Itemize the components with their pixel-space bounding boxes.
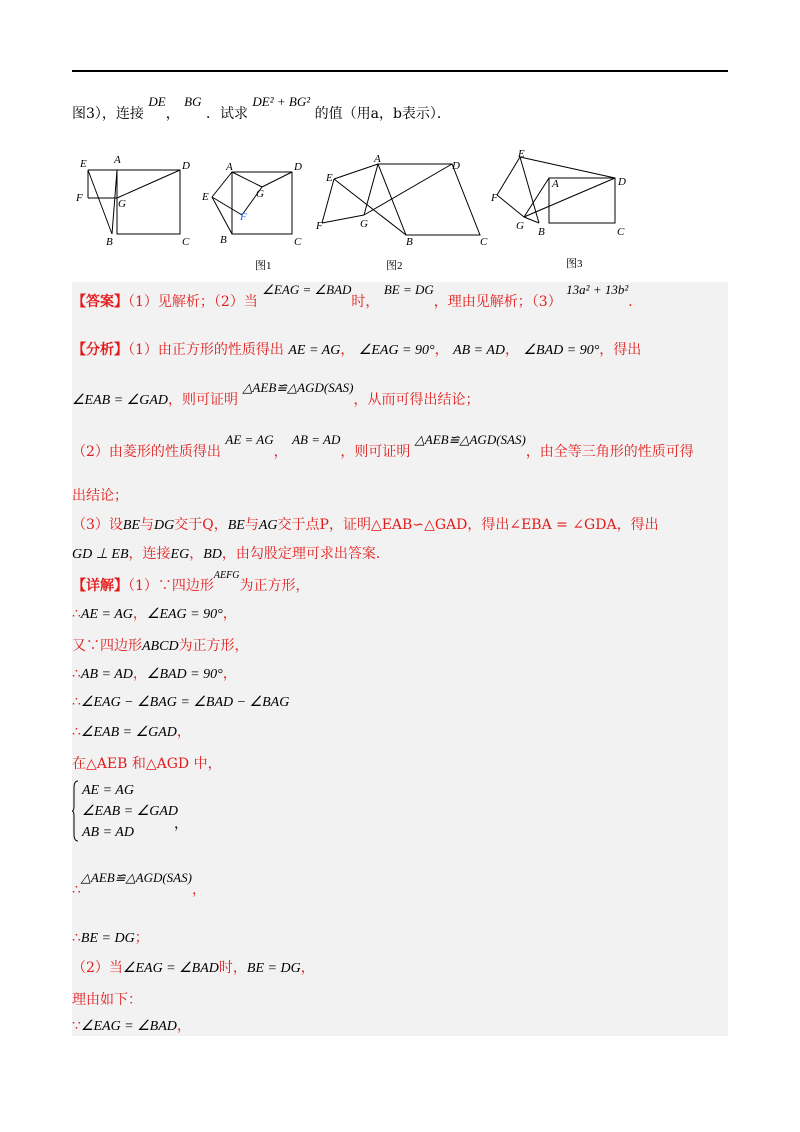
svg-text:C: C [294,236,302,248]
svg-text:E: E [518,148,525,160]
analysis-text: （1）由正方形的性质得出 [128,342,284,358]
sep: ， [189,546,204,562]
sep: ， [191,882,206,898]
detail-text: 时， [218,960,247,976]
math-congruence: △AEB≌△AGD(SAS) [414,432,526,447]
detail-line-7: 在△AEB 和△AGD 中， [72,756,222,772]
geometry-figures [72,145,662,275]
answer-text-2: 时， [351,294,380,310]
svg-text:E: E [326,172,333,184]
sep: ， [505,342,520,358]
svg-text:C: C [617,226,625,238]
analysis-text: ，连接 [128,546,171,562]
svg-text:A: A [114,154,121,166]
math: AB = AD [453,343,506,358]
analysis-text: ，得出 [599,342,642,358]
svg-text:G: G [256,188,264,200]
therefore-symbol: ∴ [72,724,81,740]
svg-text:A: A [374,153,381,165]
question-text-mid: ．试求 [205,106,248,122]
svg-text:C: C [480,236,488,248]
sep: ， [176,724,191,740]
analysis-text: 与 [244,517,259,533]
math-bg: BG [184,94,202,109]
analysis-line-2 [72,380,480,411]
svg-text:B: B [406,236,413,248]
analysis-line-4: 出结论； [72,488,128,504]
svg-text:D: D [452,160,460,172]
svg-text:D: D [294,161,302,173]
figure-caption-1: 图1 [255,260,272,272]
math-expr: DE² + BG² [252,94,311,109]
analysis-text: ，则可证明 [167,392,238,408]
therefore-symbol: ∴ [72,882,81,898]
sep: ， [132,666,147,682]
math: AB = AD [80,667,133,682]
system-eq-2: ∠EAB = ∠GAD [82,804,178,819]
answer-tag: 【答案】 [72,294,128,310]
math: EG [170,547,190,562]
math: GD ⊥ EB [72,547,129,562]
analysis-line-5 [72,515,659,536]
math: ∠BAD = 90° [146,667,223,682]
math: ∠EAG = 90° [358,343,435,358]
analysis-text: （3）设 [72,517,123,533]
sep: ， [300,960,315,976]
svg-text:A: A [552,178,559,190]
question-line [72,94,451,124]
equation-system [82,780,178,843]
sep: ， [340,342,355,358]
math: ∠EAB = ∠GAD [72,393,168,408]
answer-text-1: （1）见解析；（2）当 [128,294,258,310]
svg-text:F: F [76,192,83,204]
system-brace [72,780,78,842]
analysis-text: ，由勾股定理可求出答案． [221,546,390,562]
math: BD [203,547,222,562]
detail-line-2 [72,604,237,625]
svg-text:B: B [538,226,545,238]
math-congruence: △AEB≌△AGD(SAS) [80,870,192,885]
question-suffix: 的值（用a，b表示）． [314,106,451,122]
detail-text: 为正方形， [239,578,310,594]
math: BE = DG [246,961,301,976]
system-eq-1: AE = AG [82,783,134,798]
detail-line-12 [72,1016,191,1037]
analysis-text: ，由全等三角形的性质可得 [525,444,694,460]
math-de: DE [148,94,166,109]
math: ∠BAD = 90° [523,343,600,358]
analysis-text: 交于点P，证明△EAB∽△GAD，得出∠EBA = ∠GDA，得出 [277,517,659,533]
detail-line-9 [72,928,149,949]
svg-text:F: F [316,220,323,232]
svg-text:B: B [220,234,227,246]
figures-row [72,145,662,275]
math-answer-cond: ∠EAG = ∠BAD [262,282,352,297]
question-text: 图3），连接 [72,106,144,122]
analysis-line-3 [72,432,694,462]
detail-line-5 [72,692,289,713]
detail-line-6 [72,722,191,743]
detail-line-3 [72,636,249,657]
analysis-tag: 【分析】 [72,342,128,358]
sep: ， [222,666,237,682]
figure-caption-3: 图3 [566,258,583,270]
analysis-text: ，从而可得出结论； [353,392,480,408]
math: BE [122,518,141,533]
svg-text:G: G [360,218,368,230]
svg-text:B: B [106,236,113,248]
math: ABCD [142,639,179,654]
svg-text:G: G [118,198,126,210]
math: DG [154,518,175,533]
analysis-text: （2）由菱形的性质得出 [72,444,221,460]
math: ∠EAB = ∠GAD [80,725,177,740]
system-end: ， [174,816,188,832]
question-sep: ， [165,106,180,122]
svg-text:F: F [491,192,498,204]
svg-text:G: G [516,220,524,232]
analysis-text: 与 [140,517,155,533]
detail-line-1 [72,570,310,598]
math: BE = DG [80,931,135,946]
analysis-text: ，则可证明 [340,444,411,460]
top-rule [72,70,728,72]
figure-caption-2: 图2 [386,260,403,272]
analysis-text: 交于Q， [174,517,228,533]
math: AE = AG [225,432,274,447]
therefore-symbol: ∴ [72,930,81,946]
therefore-symbol: ∴ [72,694,81,710]
math: ∠EAG = ∠BAD [122,961,219,976]
math: ∠EAG = 90° [146,607,223,622]
svg-text:E: E [80,158,87,170]
detail-tag: 【详解】 [72,578,128,594]
therefore-symbol: ∴ [72,666,81,682]
sep: ， [132,606,147,622]
svg-text:A: A [226,161,233,173]
sep: ， [434,342,449,358]
svg-text:D: D [182,160,190,172]
detail-line-8 [72,870,206,900]
detail-line-11: 理由如下： [72,992,142,1008]
math: AEFG [213,570,240,581]
sep: ， [176,1018,191,1034]
sep: ； [134,930,149,946]
answer-end: ． [628,294,643,310]
math: AG [258,518,278,533]
answer-text-3: ，理由见解析；（3） [433,294,562,310]
math: ∠EAG = ∠BAD [80,1019,177,1034]
math: ∠EAG − ∠BAG = ∠BAD − ∠BAG [80,695,290,710]
sep: ， [273,444,288,460]
math: AB = AD [292,432,341,447]
detail-text: （1）∵四边形 [128,578,214,594]
svg-text:C: C [182,236,190,248]
sep: ， [222,606,237,622]
svg-text:D: D [618,176,626,188]
math: AE = AG [288,343,341,358]
analysis-line-6 [72,544,390,565]
detail-line-10 [72,958,315,979]
svg-text:E: E [202,191,209,203]
math-answer-val: 13a² + 13b² [566,282,629,297]
svg-text:F: F [240,211,247,223]
math: AE = AG [80,607,133,622]
math-congruence: △AEB≌△AGD(SAS) [242,380,354,395]
system-eq-3: AB = AD [82,825,134,840]
detail-text: 又∵四边形 [72,638,142,654]
detail-line-4 [72,664,237,685]
answer-line [72,282,643,312]
detail-text: 为正方形， [178,638,249,654]
analysis-line-1 [72,340,641,361]
therefore-symbol: ∴ [72,606,81,622]
because-symbol: ∵ [72,1018,81,1034]
math-answer-eq: BE = DG [383,282,434,297]
detail-text: （2）当 [72,960,123,976]
math: BE [227,518,245,533]
